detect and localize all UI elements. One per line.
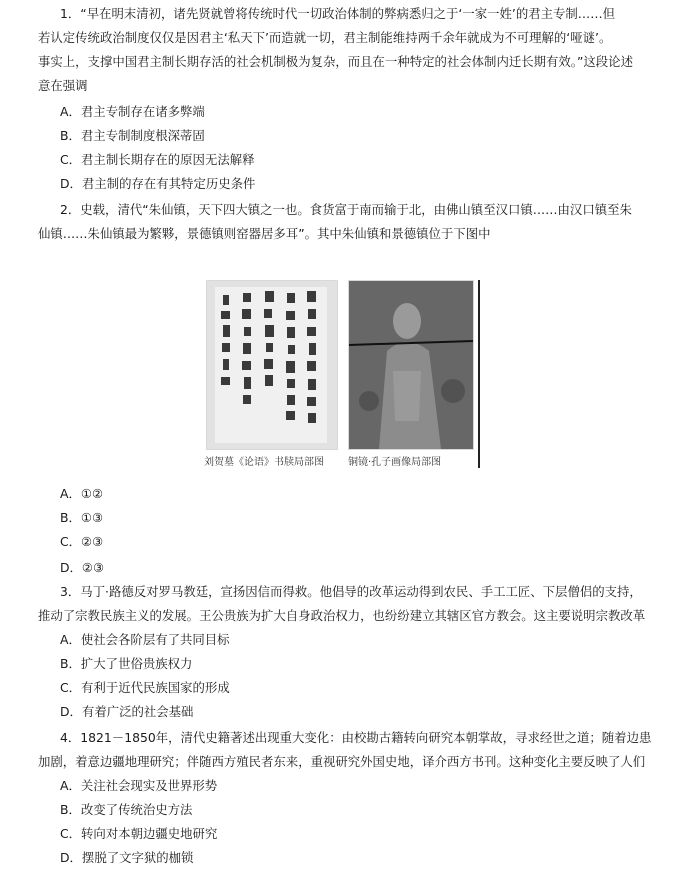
q1-stem-line-3: 事实上，支撑中国君主制长期存活的社会机制极为复杂，而且在一种特定的社会体制内迁长期有效。”这段论述 [38,54,633,69]
q1-stem-line-2: 若认定传统政治制度仅仅是因君主‘私天下’而造就一切，君主制能维持两千余年就成为不可理解的‘哑谜’。 [38,30,612,45]
q1-option-d[interactable]: D．君主制的存在有其特定历史条件 [60,176,256,191]
bronze-mirror-image [349,281,473,449]
q4-option-a[interactable]: A．关注社会现实及世界形势 [60,778,218,793]
bamboo-slip-image [207,281,337,449]
q2-option-c[interactable]: C．②③ [60,534,104,549]
q1-stem-line-4: 意在强调 [38,78,88,93]
figure-divider [478,280,480,468]
q2-option-d[interactable]: D．②③ [60,560,105,575]
q2-option-a[interactable]: A．①② [60,486,104,501]
q2-option-b[interactable]: B．①③ [60,510,104,525]
figure-caption-right: 铜镜·孔子画像局部图 [348,457,442,468]
q3-option-b[interactable]: B．扩大了世俗贵族权力 [60,656,193,671]
q4-stem-line-2: 加剧，着意边疆地理研究；伴随西方殖民者东来，重视研究外国史地，译介西方书刊。这种变化主要反映了人们 [38,754,646,769]
q3-stem-line-2: 推动了宗教民族主义的发展。王公贵族为扩大自身政治权力，也纷纷建立其辖区官方教会。这主要说明宗教改革 [38,608,646,623]
figure-caption-left: 刘贺墓《论语》书牍局部图 [204,457,324,468]
q2-stem-line-1: 2．史载，清代“朱仙镇，天下四大镇之一也。食货富于南而输于北，由佛山镇至汉口镇……由汉口镇至朱 [60,202,632,217]
q3-option-c[interactable]: C．有利于近代民族国家的形成 [60,680,230,695]
q1-stem-line-1: 1．“早在明末清初，诸先贤就曾将传统时代一切政治体制的弊病悉归之于‘一家一姓’的君主专制……但 [60,6,615,21]
q2-stem-line-2: 仙镇……朱仙镇最为繁夥，景德镇则窑器居多耳”。其中朱仙镇和景德镇位于下图中 [38,226,491,241]
q1-option-b[interactable]: B．君主专制制度根深蒂固 [60,128,205,143]
q4-option-d[interactable]: D．摆脱了文字狱的枷锁 [60,850,194,865]
q1-option-a[interactable]: A．君主专制存在诸多弊端 [60,104,205,119]
q3-stem-line-1: 3．马丁·路德反对罗马教廷，宣扬因信而得救。他倡导的改革运动得到农民、手工工匠、下层僧侣的支持， [60,584,642,599]
q1-option-c[interactable]: C．君主制长期存在的原因无法解释 [60,152,255,167]
q4-option-b[interactable]: B．改变了传统治史方法 [60,802,193,817]
bamboo-slip-photo [206,280,338,450]
q3-option-a[interactable]: A．使社会各阶层有了共同目标 [60,632,230,647]
bronze-mirror-photo [348,280,474,450]
q3-option-d[interactable]: D．有着广泛的社会基础 [60,704,194,719]
q4-stem-line-1: 4．1821－1850年，清代史籍著述出现重大变化：由校勘古籍转向研究本朝掌故，寻求经世之道；随着边患 [60,730,652,745]
q2-figure [200,280,482,470]
q4-option-c[interactable]: C．转向对本朝边疆史地研究 [60,826,218,841]
